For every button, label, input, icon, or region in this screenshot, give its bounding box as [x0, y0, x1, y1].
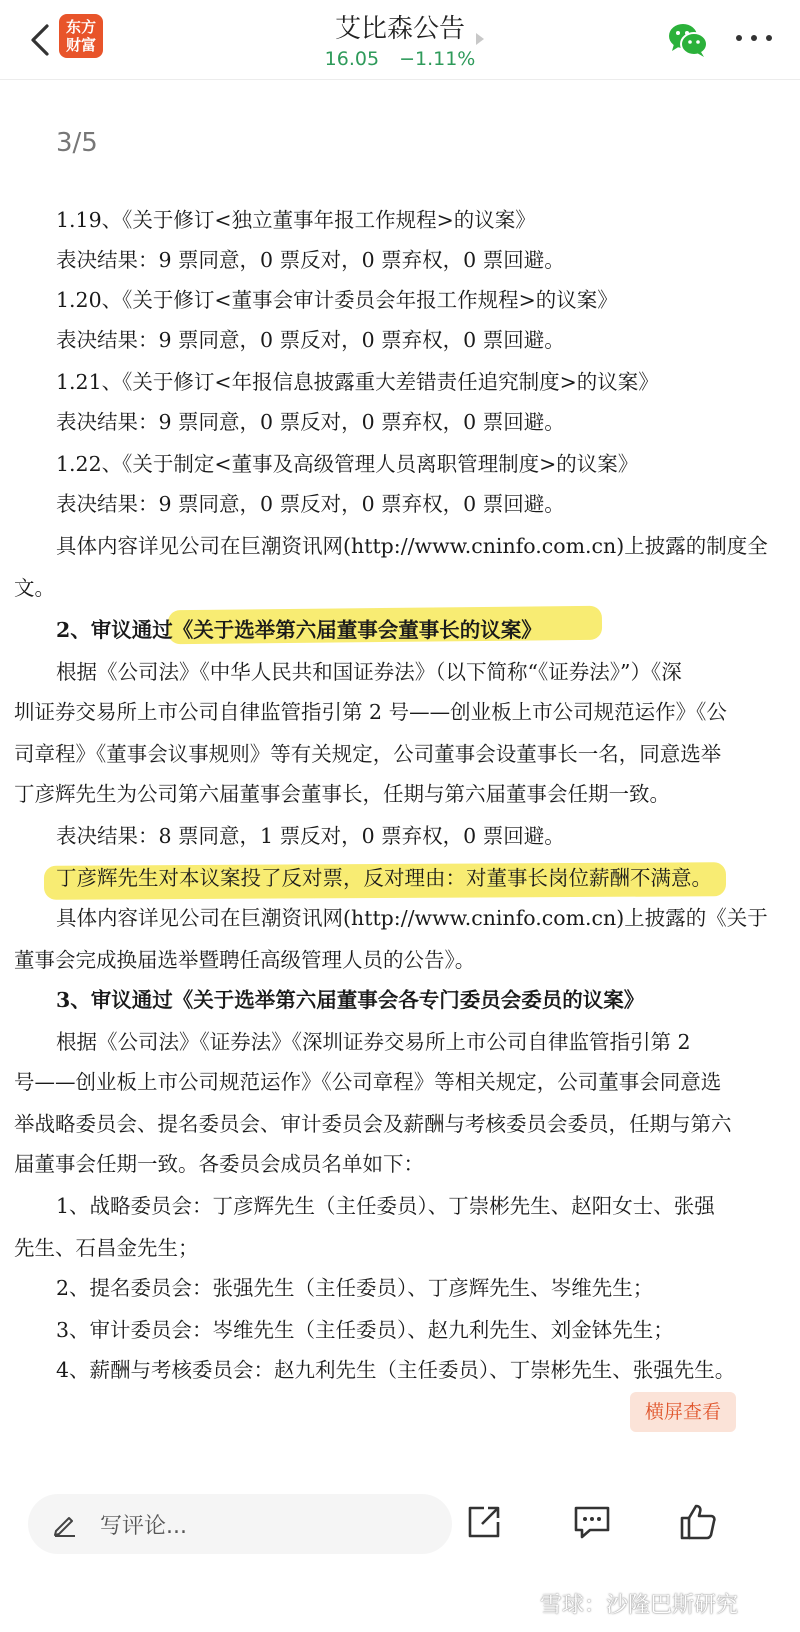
comment-placeholder: 写评论... [100, 1513, 187, 1539]
doc-line: 届董事会任期一致。各委员会成员名单如下： [14, 1152, 424, 1176]
doc-line: 司章程》《董事会议事规则》等有关规定，公司董事会设董事长一名，同意选举 [14, 742, 722, 766]
doc-line: 1.21、《关于修订<年报信息披露重大差错责任追究制度>的议案》 [56, 370, 659, 394]
comment-icon[interactable] [570, 1500, 614, 1544]
doc-line: 1.19、《关于修订<独立董事年报工作规程>的议案》 [56, 208, 536, 232]
doc-line: 文。 [14, 576, 55, 600]
watermark: 雪球：沙隆巴斯研究 [540, 1593, 739, 1618]
doc-line: 号——创业板上市公司规范运作》《公司章程》等相关规定，公司董事会同意选 [14, 1070, 722, 1094]
more-dot [751, 35, 757, 41]
bottom-action-bar [0, 1460, 800, 1580]
doc-line: 1.22、《关于制定<董事及高级管理人员离职管理制度>的议案》 [56, 452, 639, 476]
more-dot [766, 35, 772, 41]
doc-line: 表决结果：9 票同意，0 票反对，0 票弃权，0 票回避。 [56, 410, 565, 434]
doc-line: 举战略委员会、提名委员会、审计委员会及薪酬与考核委员会委员，任期与第六 [14, 1112, 732, 1136]
top-bar [0, 0, 800, 80]
doc-line: 丁彦辉先生为公司第六届董事会董事长，任期与第六届董事会任期一致。 [14, 782, 670, 806]
share-icon[interactable] [462, 1500, 506, 1544]
doc-line: 表决结果：8 票同意，1 票反对，0 票弃权，0 票回避。 [56, 824, 565, 848]
landscape-view-button[interactable]: 横屏查看 [630, 1392, 736, 1432]
comment-input[interactable] [28, 1494, 452, 1554]
stock-price: 16.05 [324, 48, 380, 70]
page-title: 艾比森公告 [334, 14, 465, 44]
doc-line: 圳证券交易所上市公司自律监管指引第 2 号——创业板上市公司规范运作》《公 [14, 700, 727, 724]
doc-line: 根据《公司法》《中华人民共和国证券法》（以下简称“《证券法》”）《深 [56, 660, 682, 684]
stock-change: −1.11% [399, 48, 476, 70]
logo-line2: 财富 [65, 36, 96, 54]
doc-line: 具体内容详见公司在巨潮资讯网(http://www.cninfo.com.cn)上披露的制度全 [56, 534, 768, 558]
doc-line: 1.20、《关于修订<董事会审计委员会年报工作规程>的议案》 [56, 288, 618, 312]
doc-line: 4、薪酬与考核委员会：赵九利先生（主任委员）、丁崇彬先生、张强先生。 [56, 1358, 736, 1382]
more-dot [736, 35, 742, 41]
doc-line: 先生、石昌金先生； [14, 1236, 199, 1260]
doc-line: 具体内容详见公司在巨潮资讯网(http://www.cninfo.com.cn)上披露的《关于 [56, 906, 768, 930]
wechat-icon[interactable] [668, 22, 708, 58]
doc-line: 根据《公司法》《证券法》《深圳证券交易所上市公司自律监管指引第 2 [56, 1030, 691, 1054]
doc-line: 2、提名委员会：张强先生（主任委员）、丁彦辉先生、岑维先生； [56, 1276, 654, 1300]
doc-line: 表决结果：9 票同意，0 票反对，0 票弃权，0 票回避。 [56, 492, 565, 516]
page-indicator: 3/5 [56, 128, 98, 158]
doc-line: 表决结果：9 票同意，0 票反对，0 票弃权，0 票回避。 [56, 328, 565, 352]
doc-line: 3、审计委员会：岑维先生（主任委员）、赵九利先生、刘金钵先生； [56, 1318, 674, 1342]
thumbs-up-icon[interactable] [676, 1500, 720, 1544]
pen-icon [52, 1511, 78, 1537]
section-heading: 2、审议通过《关于选举第六届董事会董事长的议案》 [56, 618, 542, 642]
more-button[interactable] [736, 26, 772, 50]
doc-line: 1、战略委员会：丁彦辉先生（主任委员）、丁崇彬先生、赵阳女士、张强 [56, 1194, 715, 1218]
logo-line1: 东方 [65, 18, 96, 36]
highlighted-line: 丁彦辉先生对本议案投了反对票，反对理由：对董事长岗位薪酬不满意。 [56, 866, 712, 890]
quote-arrow-icon[interactable] [476, 33, 484, 45]
section-heading: 3、审议通过《关于选举第六届董事会各专门委员会委员的议案》 [56, 988, 645, 1012]
doc-line: 董事会完成换届选举暨聘任高级管理人员的公告》。 [14, 948, 476, 972]
doc-line: 表决结果：9 票同意，0 票反对，0 票弃权，0 票回避。 [56, 248, 565, 272]
